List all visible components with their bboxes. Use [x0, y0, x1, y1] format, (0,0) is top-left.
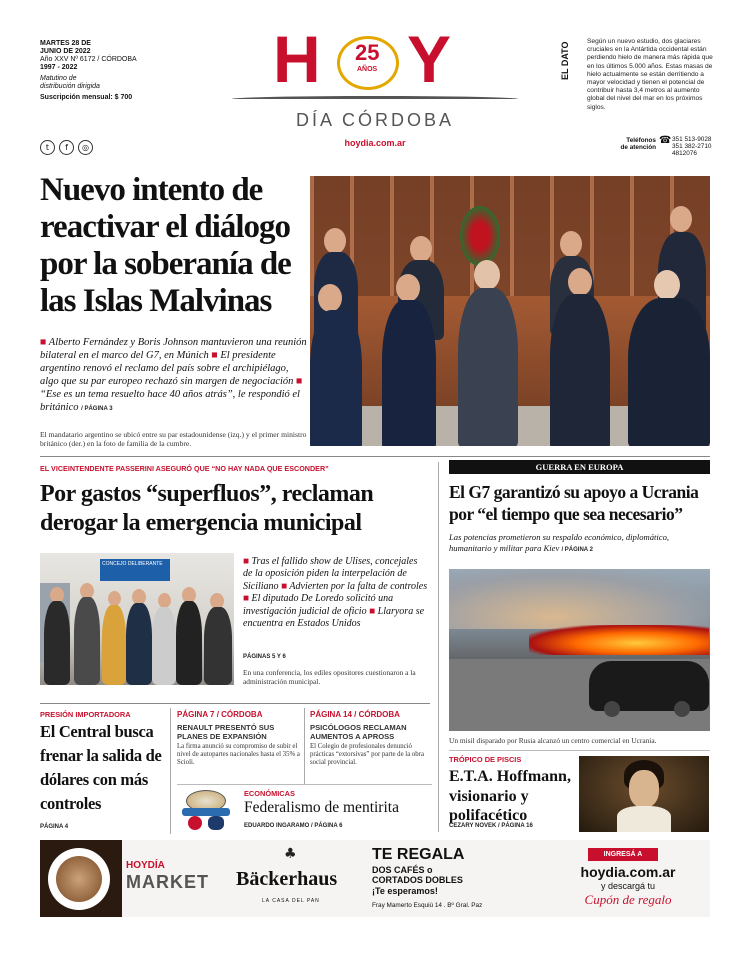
ad-brand-big: MARKET	[126, 872, 209, 892]
twitter-icon[interactable]: t	[40, 140, 55, 155]
muni-sign: CONCEJO DELIBERANTE	[100, 559, 170, 581]
ad-offer-title: TE REGALA	[372, 846, 465, 863]
muni-photo	[40, 553, 234, 685]
lead-page[interactable]: / PÁGINA 3	[81, 406, 113, 412]
phone3[interactable]: 4812076	[672, 150, 697, 157]
ad-offer-l2: CORTADOS DOBLES	[372, 875, 463, 885]
muni-p4: Llaryora se encuentra en Estados Unidos	[243, 605, 425, 630]
instagram-icon[interactable]: ◎	[78, 140, 93, 155]
muni-p2: Advierten por la falta de controles	[289, 580, 428, 592]
hoffmann-portrait	[579, 756, 709, 832]
muni-deck	[243, 556, 429, 630]
tagline2: distribución dirigida	[40, 83, 100, 90]
column-divider	[438, 462, 439, 832]
logo-h: H	[273, 22, 321, 96]
subscription: Suscripción mensual: $ 700	[40, 94, 133, 101]
ad-cta-site[interactable]: hoydia.com.ar	[580, 864, 676, 880]
ad-address: Fray Mamerto Esquiú 14 . Bº Gral. Paz	[372, 902, 483, 909]
phones-label2: de atención	[620, 144, 656, 151]
coffee-cup-icon	[40, 840, 122, 917]
lead-p2: El presidente argentino renovó el reclamo del país sobre el archipiélago, algo que su par europeo rechazó sin margen de negociación	[40, 350, 294, 387]
tropico-kicker: TRÓPICO DE PISCIS	[449, 755, 522, 764]
years: 1997 - 2022	[40, 64, 78, 71]
website-link[interactable]: hoydia.com.ar	[344, 138, 406, 148]
economicas-headline[interactable]: Federalismo de mentirita	[244, 799, 399, 816]
tagline1: Matutino de	[40, 75, 77, 82]
bullet-icon: ■	[296, 376, 303, 387]
ad-banner[interactable]	[40, 840, 710, 917]
muni-headline[interactable]: Por gastos “superfluos”, reclaman derogar la emergencia municipal	[40, 481, 374, 536]
psico-text: El Colegio de profesionales denunció prácticas “extorsivas” por parte de la obra social provincial.	[310, 743, 424, 767]
column-divider	[304, 708, 305, 784]
guerra-deck: Las potencias prometieron su respaldo económico, diplomático, humanitario y militar para Kiev	[449, 532, 670, 553]
psico-kicker: PÁGINA 14 / CÓRDOBA	[310, 710, 400, 719]
guerra-headline[interactable]: El G7 garantizó su apoyo a Ucrania por “el tiempo que sea necesario”	[449, 482, 699, 524]
divider	[40, 456, 710, 457]
muni-p3: El diputado De Loredo solicitó una investigación judicial de oficio	[243, 593, 394, 617]
g7-photo	[310, 176, 710, 446]
logo-y: Y	[407, 22, 452, 96]
central-page[interactable]: PÁGINA 4	[40, 824, 69, 830]
phone2[interactable]: 351 382-2710	[672, 143, 712, 150]
ad-bakery-sub: LA CASA DEL PAN	[262, 898, 320, 904]
lead-p1: Alberto Fernández y Boris Johnson mantuvieron una reunión bilateral en el marco del G7, en Múnich	[40, 337, 307, 361]
bullet-icon: ■	[243, 556, 252, 567]
el-dato-text: Según un nuevo estudio, dos glaciares cruciales en la Antártida occidental están perdiendo hielo de manera más rápida que en los últimos 5.000 años. Estas masas de hielo actualmente se están derritiendo a mayor velocidad y tienen el potencial de contribuir hasta 3,4 metros al aumento global del nivel del mar en los próximos siglos.	[587, 38, 713, 111]
economicas-byline[interactable]: EDUARDO INGARAMO / PÁGINA 6	[244, 823, 343, 829]
economicas-illustration	[178, 788, 234, 832]
psico-headline[interactable]: PSICÓLOGOS RECLAMAN AUMENTOS A APROSS	[310, 723, 407, 741]
lead-p3: “Ese es un tema resuelto hace 40 años atrás”, le respondió el británico	[40, 389, 300, 413]
muni-kicker: EL VICEINTENDENTE PASSERINI ASEGURÓ QUE “NO HAY NADA QUE ESCONDER”	[40, 464, 329, 473]
logo-anos: AÑOS	[357, 66, 378, 73]
ad-bakery: Bäckerhaus	[236, 868, 338, 890]
logo-25: 25	[355, 40, 380, 65]
bullet-icon: ■	[243, 593, 252, 605]
divider	[40, 703, 430, 704]
ad-brand-small: HOYDÍA	[126, 860, 165, 871]
renault-text: La firma anunció su compromiso de subir el nivel de autopartes nacionales hasta el 35% a Scioli.	[177, 743, 300, 767]
column-divider	[170, 708, 171, 834]
phone1[interactable]: 351 513-9028	[672, 136, 712, 143]
economicas-kicker: ECONÓMICAS	[244, 789, 295, 798]
divider	[449, 750, 710, 751]
guerra-page[interactable]: / PÁGINA 2	[561, 547, 593, 553]
ad-offer-l1: DOS CAFÉS o	[372, 865, 433, 875]
renault-headline[interactable]: RENAULT PRESENTÓ SUS PLANES DE EXPANSIÓN	[177, 723, 275, 741]
guerra-caption: Un misil disparado por Rusia alcanzó un centro comercial en Ucrania.	[449, 736, 657, 745]
edition: Año XXV Nº 6172 / CÓRDOBA	[40, 56, 137, 63]
renault-kicker: PÁGINA 7 / CÓRDOBA	[177, 710, 263, 719]
muni-caption: En una conferencia, los ediles opositores cuestionaron a la administración municipal.	[243, 668, 416, 686]
phones-label1: Teléfonos	[626, 137, 656, 144]
social-icons	[40, 140, 97, 155]
lead-caption: El mandatario argentino se ubicó entre su par estadounidense (izq.) y el primer ministro británico (der.) en la foto de familia de la cumbre.	[40, 430, 307, 448]
guerra-band: GUERRA EN EUROPA	[449, 460, 710, 474]
bullet-icon: ■	[281, 580, 290, 592]
bullet-icon: ■	[40, 337, 49, 348]
muni-p1: Tras el fallido show de Ulises, concejales de la oposición piden la interpelación de Siciliano	[243, 556, 418, 592]
logo-swoosh	[232, 96, 518, 102]
ad-offer-l3: ¡Te esperamos!	[372, 886, 438, 896]
phone-icon: ☎	[659, 135, 672, 146]
el-dato-label: EL DATO	[560, 41, 570, 80]
divider	[177, 784, 432, 785]
tropico-byline[interactable]: CEZARY NOVEK / PÁGINA 16	[449, 823, 533, 829]
tropico-headline[interactable]: E.T.A. Hoffmann, visionario y polifacético	[449, 768, 571, 824]
ad-cta-coupon[interactable]: Cupón de regalo	[584, 892, 672, 907]
guerra-deck-wrap	[449, 532, 710, 556]
muni-pages[interactable]: PÁGINAS 5 Y 6	[243, 654, 286, 660]
central-kicker: PRESIÓN IMPORTADORA	[40, 710, 131, 719]
date-line2: JUNIO DE 2022	[40, 48, 91, 55]
logo-subtitle: DÍA CÓRDOBA	[295, 110, 455, 130]
ukraine-photo	[449, 569, 710, 731]
ad-cta-button[interactable]: INGRESÁ A	[588, 848, 658, 861]
bullet-icon: ■	[369, 605, 378, 617]
wheat-icon: ♣	[284, 846, 297, 862]
date-line1: MARTES 28 DE	[40, 40, 91, 47]
bullet-icon: ■	[211, 350, 221, 361]
lead-headline[interactable]: Nuevo intento de reactivar el diálogo por la soberanía de las Islas Malvinas	[40, 172, 291, 319]
facebook-icon[interactable]: f	[59, 140, 74, 155]
ad-cta-line: y descargá tu	[600, 881, 656, 891]
masthead-info	[40, 40, 170, 102]
logo	[265, 22, 485, 100]
central-headline[interactable]: El Central busca frenar la salida de dólares con más controles	[40, 722, 162, 813]
lead-deck	[40, 336, 308, 416]
